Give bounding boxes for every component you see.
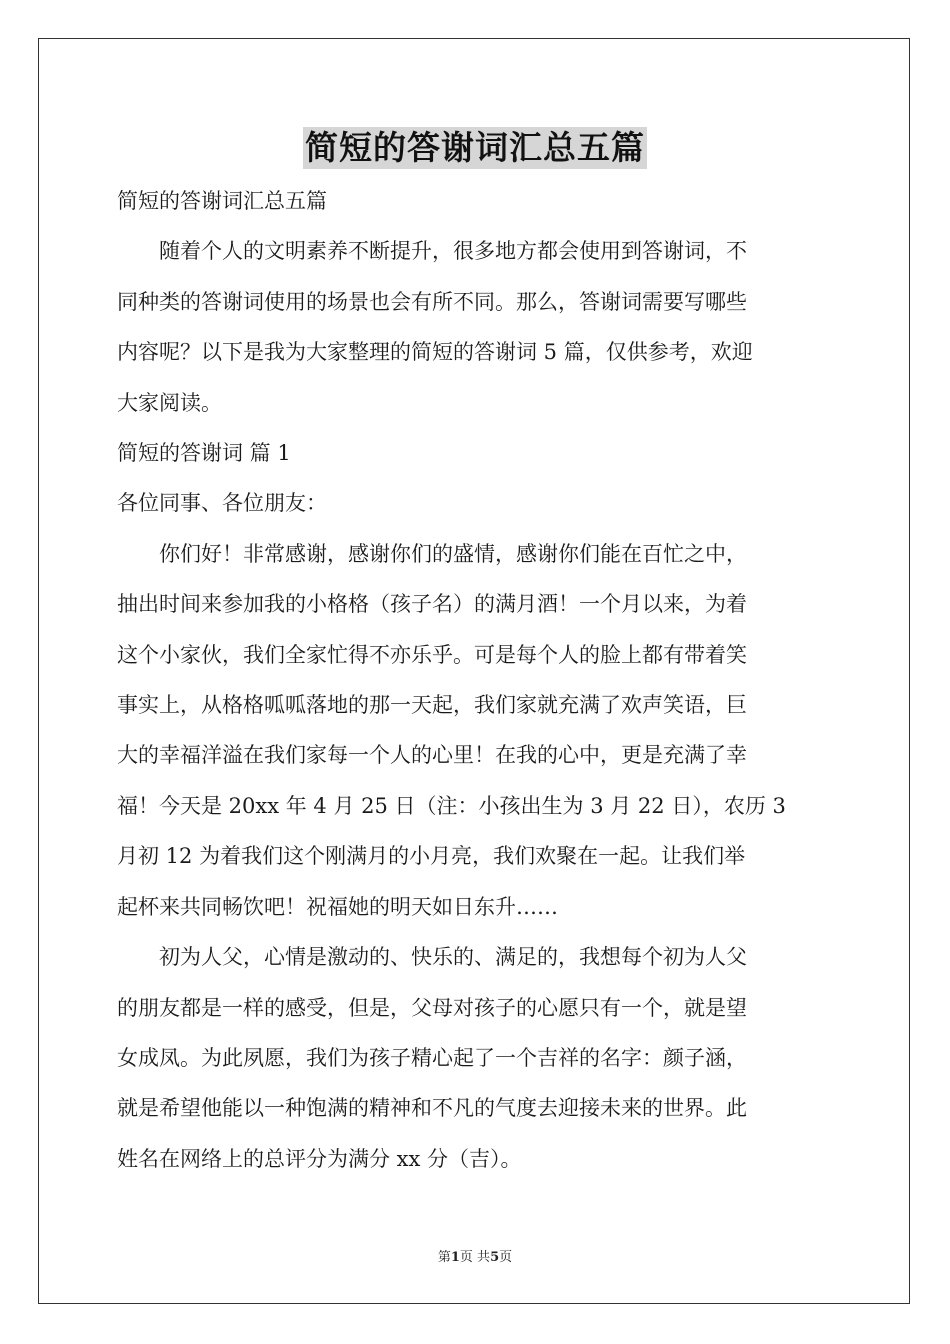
- text-line: 姓名在网络上的总评分为满分 xx 分（吉）。: [117, 1146, 522, 1171]
- text-line: 简短的答谢词 篇 1: [117, 441, 291, 466]
- text-line: 月初 12 为着我们这个刚满月的小月亮，我们欢聚在一起。让我们举: [117, 844, 746, 869]
- document-body: [117, 176, 833, 1184]
- text-line: 女成凤。为此夙愿，我们为孩子精心起了一个吉祥的名字：颜子涵，: [117, 1045, 747, 1070]
- text-line: 内容呢？以下是我为大家整理的简短的答谢词 5 篇，仅供参考，欢迎: [117, 340, 753, 365]
- text-line: 简短的答谢词汇总五篇: [117, 189, 327, 213]
- text-line: 初为人父，心情是激动的、快乐的、满足的，我想每个初为人父: [159, 945, 747, 970]
- text-line: 你们好！非常感谢，感谢你们的盛情，感谢你们能在百忙之中，: [159, 541, 747, 566]
- text-line: 随着个人的文明素养不断提升，很多地方都会使用到答谢词，不: [159, 239, 747, 264]
- text-line: 各位同事、各位朋友：: [117, 491, 327, 516]
- text-line: 就是希望他能以一种饱满的精神和不凡的气度去迎接未来的世界。此: [117, 1096, 747, 1121]
- footer-suffix: 页: [499, 1250, 513, 1265]
- footer-prefix: 第: [437, 1250, 451, 1265]
- text-line: 事实上，从格格呱呱落地的那一天起，我们家就充满了欢声笑语，巨: [117, 693, 747, 718]
- text-line: 大的幸福洋溢在我们家每一个人的心里！在我的心中，更是充满了幸: [117, 743, 747, 768]
- text-line: 大家阅读。: [117, 390, 222, 415]
- text-line: 的朋友都是一样的感受，但是，父母对孩子的心愿只有一个，就是望: [117, 995, 747, 1020]
- text-line: 起杯来共同畅饮吧！祝福她的明天如日东升……: [117, 894, 558, 919]
- text-line: 抽出时间来参加我的小格格（孩子名）的满月酒！一个月以来，为着: [117, 592, 747, 617]
- total-pages-number: 5: [490, 1250, 500, 1265]
- text-line: 福！今天是 20xx 年 4 月 25 日（注：小孩出生为 3 月 22 日），农历 3: [117, 793, 786, 818]
- document-title: 简短的答谢词汇总五篇: [305, 128, 645, 167]
- text-line: 同种类的答谢词使用的场景也会有所不同。那么，答谢词需要写哪些: [117, 289, 747, 314]
- title-container: [0, 127, 950, 169]
- footer-mid: 页 共: [459, 1250, 491, 1265]
- current-page-number: 1: [450, 1250, 460, 1265]
- text-line: 这个小家伙，我们全家忙得不亦乐乎。可是每个人的脸上都有带着笑: [117, 642, 747, 667]
- page-footer: [0, 1246, 950, 1265]
